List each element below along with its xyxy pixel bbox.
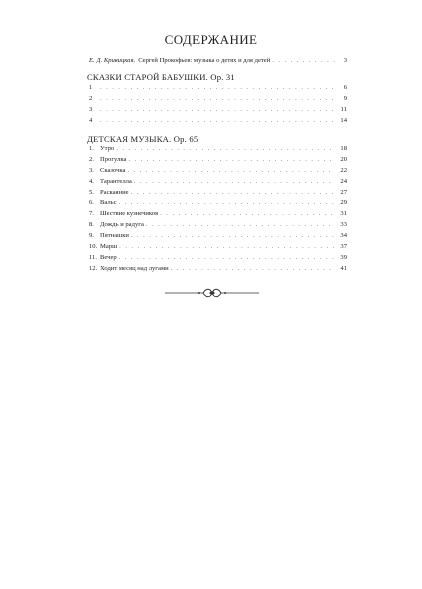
- intro-text: Сергей Прокофьев: музыка о детях и для детей: [138, 57, 271, 64]
- entry-title: Прогулка: [100, 155, 127, 163]
- toc-entry: [89, 210, 347, 221]
- toc-entry: [89, 232, 347, 243]
- entry-title: Вечер: [100, 253, 117, 261]
- leader-dots: [128, 156, 335, 163]
- entry-number: 2: [89, 94, 93, 102]
- entry-page-number: 22: [340, 166, 347, 174]
- entry-title: Тарантелла: [100, 177, 132, 185]
- leader-dots: [100, 106, 335, 113]
- leader-dots: [160, 210, 335, 217]
- entry-title: Пятнашки: [100, 232, 129, 240]
- toc-entry: [89, 167, 347, 178]
- section-title-skazki: СКАЗКИ СТАРОЙ БАБУШКИ. Ор. 31: [87, 72, 235, 82]
- entry-number: 5.: [89, 188, 94, 196]
- entry-number: 9.: [89, 232, 94, 240]
- entry-page-number: 37: [340, 243, 347, 251]
- leader-dots: [146, 221, 335, 228]
- toc-entry: [89, 84, 347, 95]
- entry-number: 3.: [89, 166, 94, 174]
- entry-number: 6.: [89, 199, 94, 207]
- entry-page-number: 6: [343, 84, 347, 91]
- toc-entry: [89, 106, 347, 117]
- intro-author: Е. Д. Кривицкая.: [89, 57, 136, 64]
- leader-dots: [119, 199, 335, 206]
- toc-entry: [89, 156, 347, 167]
- entry-number: 4: [89, 116, 93, 124]
- leader-dots: [100, 95, 335, 102]
- entry-title: Вальс: [100, 199, 117, 207]
- entry-page-number: 9: [343, 94, 347, 102]
- entry-number: 10.: [89, 243, 98, 251]
- toc-entry: [89, 189, 347, 200]
- entry-number: 8.: [89, 221, 94, 229]
- entry-title: Дождь и радуга: [100, 221, 144, 229]
- entry-page-number: 39: [340, 253, 347, 261]
- toc-entry: [89, 243, 347, 254]
- entry-page-number: 33: [340, 221, 347, 229]
- entry-title: Шествие кузнечиков: [100, 210, 159, 218]
- entry-page-number: 31: [340, 210, 347, 218]
- entry-number: 7.: [89, 210, 94, 218]
- section-entries-skazki: [89, 84, 347, 128]
- toc-entry: [89, 265, 347, 276]
- entry-page-number: 41: [340, 264, 347, 272]
- toc-entry: [89, 178, 347, 189]
- leader-dots: [127, 167, 335, 174]
- entry-page-number: 27: [340, 188, 347, 196]
- entry-page-number: 29: [340, 199, 347, 207]
- leader-dots: [119, 243, 335, 250]
- page-title: СОДЕРЖАНИЕ: [164, 32, 258, 47]
- entry-title: Марш: [100, 243, 118, 251]
- entry-title: Утро: [100, 145, 115, 152]
- entry-number: 12.: [89, 264, 98, 272]
- leader-dots: [134, 178, 335, 185]
- leader-dots: [272, 57, 335, 64]
- entry-number: 4.: [89, 177, 94, 185]
- entry-page-number: 11: [340, 105, 347, 113]
- toc-entry: [89, 117, 347, 128]
- entry-page-number: 14: [340, 116, 347, 124]
- toc-entry: [89, 199, 347, 210]
- toc-entry: [89, 145, 347, 156]
- entry-number: 3: [89, 105, 93, 113]
- leader-dots: [100, 117, 335, 124]
- entry-title: Сказочка: [100, 166, 126, 174]
- leader-dots: [131, 232, 335, 239]
- toc-entry: [89, 254, 347, 265]
- leader-dots: [171, 265, 335, 272]
- intro-entry: [89, 57, 347, 64]
- entry-page-number: 18: [340, 145, 347, 152]
- entry-page-number: 34: [340, 232, 347, 240]
- entry-number: 1: [89, 84, 93, 91]
- leader-dots: [100, 84, 335, 91]
- leader-dots: [116, 145, 335, 152]
- toc-entry: [89, 95, 347, 106]
- leader-dots: [119, 254, 335, 261]
- toc-entry: [89, 221, 347, 232]
- leader-dots: [131, 189, 335, 196]
- entry-page-number: 24: [340, 177, 347, 185]
- section-title-detskaya-muzyka: ДЕТСКАЯ МУЗЫКА. Ор. 65: [87, 134, 199, 144]
- entry-number: 2.: [89, 155, 94, 163]
- entry-title: Ходит месяц над лугами: [100, 264, 169, 272]
- section-entries-detskaya-muzyka: [89, 145, 347, 276]
- entry-page-number: 20: [340, 155, 347, 163]
- decorative-flourish-icon: [165, 287, 259, 299]
- intro-page-number: 3: [343, 57, 347, 64]
- entry-number: 11.: [89, 253, 97, 261]
- entry-title: Раскаяние: [100, 188, 129, 196]
- entry-number: 1.: [89, 145, 94, 152]
